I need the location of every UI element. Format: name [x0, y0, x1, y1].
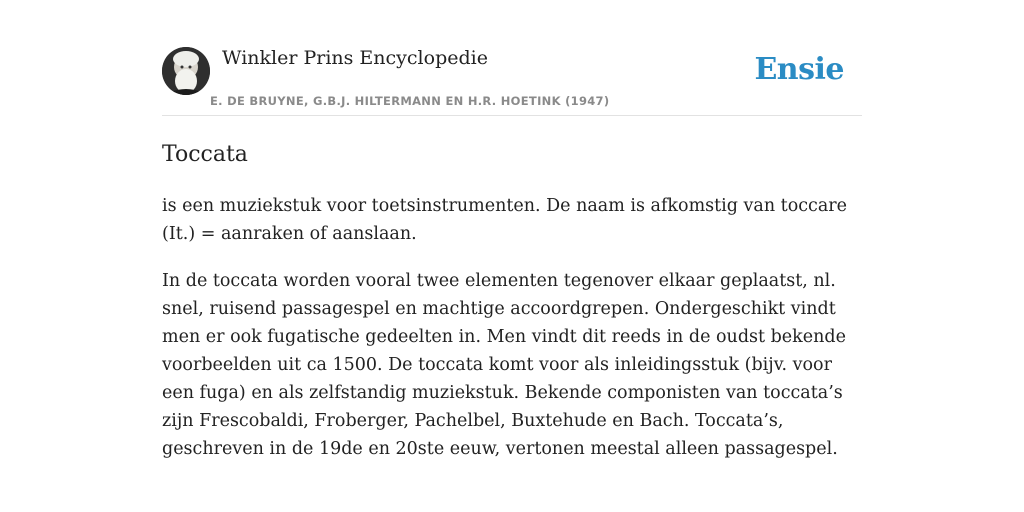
article-paragraph-1: is een muziekstuk voor toetsinstrumenten. De naam is afkomstig van toccare (It.) = aanraken of aanslaan.: [162, 196, 848, 244]
portrait-icon: [162, 47, 210, 95]
author-avatar: [162, 47, 210, 95]
article-paragraph-2: In de toccata worden vooral twee elementen tegenover elkaar geplaatst, nl. snel, ruisend passagespel en machtige accoordgrepen. Ondergeschikt vindt men er ook fugatische gedeelten in. Men vindt dit reeds in de oudst bekende voorbeelden uit ca 1500. De toccata komt voor als inleidingsstuk (bijv. voor een fuga) en als zelfstandig muziekstuk. Bekende componisten van toccata’s zijn Frescobaldi, Froberger, Pachelbel, Buxtehude en Bach. Toccata’s, geschreven in de 19de en 20ste eeuw, vertonen meestal alleen passagespel.: [162, 271, 846, 459]
page-container: [162, 44, 862, 463]
encyclopedia-title[interactable]: Winkler Prins Encyclopedie: [222, 47, 488, 69]
article-title: Toccata: [162, 142, 248, 167]
authors-line: E. DE BRUYNE, G.B.J. HILTERMANN EN H.R. HOETINK (1947): [210, 94, 610, 108]
ensie-logo-link[interactable]: Ensie: [754, 52, 844, 87]
source-header: [162, 44, 862, 116]
